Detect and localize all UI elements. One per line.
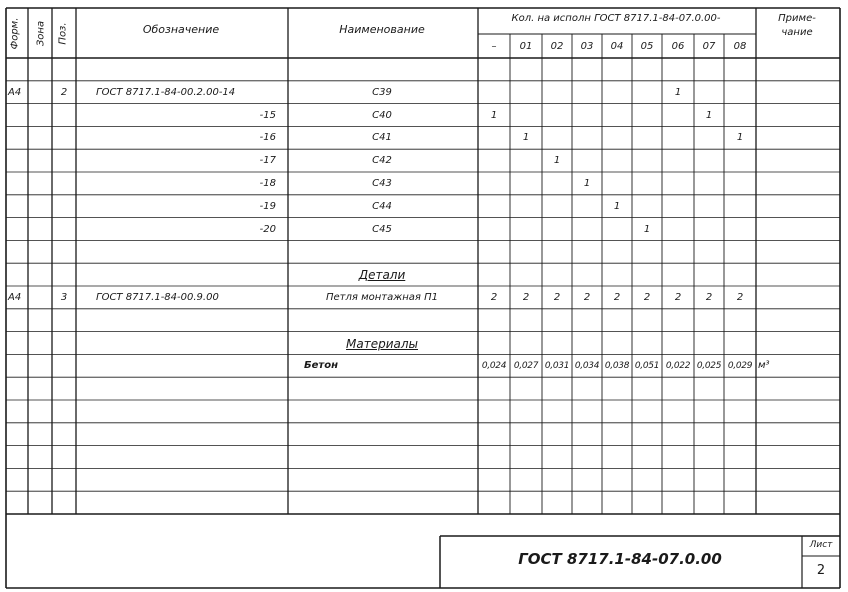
cell-qty: 1 (736, 132, 744, 144)
cell-qty: 2 (490, 292, 498, 303)
cell-qty: 2 (583, 292, 591, 303)
section-heading: Материалы (346, 336, 418, 351)
document-code: ГОСТ 8717.1-84-07.0.00 (518, 550, 722, 568)
cell-name: С45 (372, 223, 392, 235)
header-variant: 06 (671, 41, 685, 52)
header-designation: Обозначение (142, 23, 220, 36)
cell-qty: 1 (613, 200, 621, 212)
cell-qty: 2 (705, 292, 713, 303)
header-variant: – (491, 41, 497, 52)
cell-format: А4 (8, 86, 22, 98)
sheet-number: 2 (816, 563, 826, 578)
cell-qty: 0,038 (604, 361, 630, 372)
cell-qty: 0,031 (544, 361, 570, 372)
header-variant: 07 (702, 41, 716, 52)
header-note-line2: чание (781, 27, 813, 38)
cell-name: С41 (372, 132, 392, 144)
cell-name: Бетон (304, 360, 338, 372)
cell-name: С40 (372, 109, 392, 121)
cell-qty: 0,025 (696, 361, 722, 372)
cell-qty: 1 (490, 109, 498, 121)
cell-designation: -19 (259, 200, 276, 212)
header-variant: 01 (519, 41, 533, 52)
cell-qty: 1 (553, 155, 561, 167)
sheet-label: Лист (809, 540, 833, 550)
cell-designation: -16 (259, 132, 276, 144)
header-variant: 08 (733, 41, 747, 52)
cell-qty: 1 (643, 223, 651, 235)
cell-name: С44 (372, 200, 392, 212)
cell-qty: 0,022 (665, 361, 691, 372)
cell-designation: -18 (259, 178, 276, 189)
cell-name: С42 (372, 155, 392, 167)
cell-qty: 0,034 (574, 361, 600, 372)
header-variant: 05 (640, 41, 654, 52)
cell-designation: -20 (259, 223, 276, 235)
header-qty-title: Кол. на исполн ГОСТ 8717.1-84-07.0.00- (511, 13, 721, 24)
cell-name: Петля монтажная П1 (326, 292, 438, 303)
cell-qty: 1 (674, 86, 682, 98)
cell-qty: 2 (674, 292, 682, 303)
cell-qty: 2 (736, 292, 744, 303)
cell-qty: 0,027 (513, 361, 539, 372)
cell-designation: -15 (259, 109, 276, 121)
header-zone: Зона (35, 20, 47, 47)
cell-qty: 2 (522, 292, 530, 303)
cell-name: С43 (372, 178, 392, 189)
cell-qty: 1 (583, 178, 591, 189)
section-heading: Детали (358, 268, 406, 283)
cell-qty: 0,029 (727, 361, 753, 372)
cell-qty: 2 (643, 292, 651, 303)
cell-qty: 1 (522, 132, 530, 144)
cell-qty: 2 (553, 292, 561, 303)
cell-designation: ГОСТ 8717.1-84-00.9.00 (96, 292, 219, 303)
cell-note: м³ (758, 360, 770, 372)
cell-pos: 2 (60, 86, 68, 98)
cell-qty: 2 (613, 292, 621, 303)
cell-format: А4 (8, 292, 22, 303)
cell-name: С39 (372, 86, 392, 98)
header-note-line1: Приме- (778, 13, 816, 24)
header-format: Форм. (9, 17, 21, 50)
header-variant: 04 (610, 41, 624, 52)
cell-pos: 3 (60, 292, 68, 303)
cell-qty: 0,051 (634, 361, 660, 372)
cell-qty: 1 (705, 109, 713, 121)
header-pos: Поз. (57, 22, 69, 45)
header-name: Наименование (339, 23, 425, 36)
cell-qty: 0,024 (481, 361, 507, 372)
header-variant: 02 (550, 41, 564, 52)
cell-designation: ГОСТ 8717.1-84-00.2.00-14 (96, 86, 236, 98)
cell-designation: -17 (259, 155, 276, 167)
header-variant: 03 (580, 41, 594, 52)
